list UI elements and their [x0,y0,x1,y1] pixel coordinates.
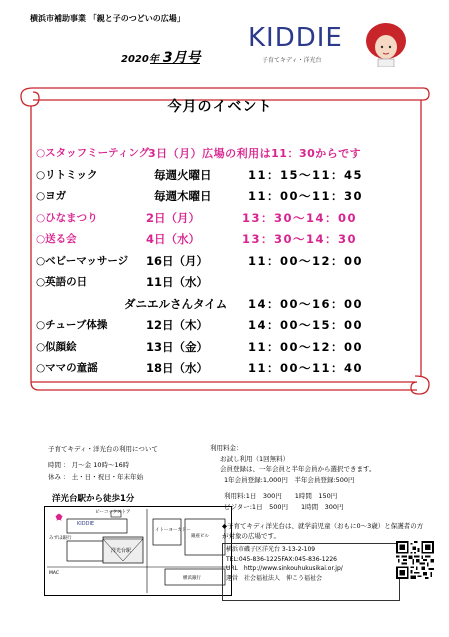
issue-year: 2020年 [121,54,159,65]
event-time: 11：00〜12：00 [248,339,364,354]
event-time: 11：00〜12：00 [248,253,364,268]
scroll-frame [17,84,432,399]
fee-heading: 利用料金： [210,444,243,452]
event-date: 16日（月） [146,253,209,268]
event-date: ダニエルさんタイム [124,296,228,311]
event-time: 3日（月）広場の利用は11：30からです [148,147,362,160]
closed-days: 休み ： 土・日・祝日・年末年始 [48,473,144,481]
contact-url[interactable]: URL http://www.sinkouhukusikai.or.jp/ [226,565,343,572]
event-name: ○ママの童謡 [36,362,98,374]
contact-address: 横浜市磯子区洋光台 3-13-2-109 [226,546,316,553]
event-time: 11：15〜11：45 [248,167,364,182]
member-text: 会員登録は、一年会員と半年会員から選択できます。 [220,465,376,473]
map-label-itoyokado: イトーヨーカドー [155,528,191,533]
girl-face-icon [362,19,410,67]
event-time: 11：00〜11：30 [248,189,364,203]
qr-code-icon [396,541,434,579]
contact-operator: 運営 社会福祉法人 伸こう福祉会 [226,574,323,582]
event-time: 11：00〜11：40 [248,361,364,375]
usage-fee-text: 利用料:1日 300円 1時間 150円 [224,492,338,500]
event-time: 14：00〜16：00 [248,296,364,311]
event-time: 14：00〜15：00 [248,318,364,332]
visitor-fee-text: ビジター:1日 500円 1時間 300円 [224,502,344,511]
event-date: 13日（金） [146,339,209,354]
event-name: ○チューブ体操 [36,319,108,331]
event-name: ○英語の日 [36,276,88,288]
page-title: 今月のイベント [167,99,273,115]
event-time: 13：30〜14：00 [242,210,358,225]
map-label-mac: MAC [49,571,60,576]
event-name: ○スタッフミーティング [36,147,150,159]
map-title: 洋光台駅から徒歩1分 [52,494,135,504]
event-name: ○ヨガ [36,190,67,202]
event-date: 18日（水） [146,361,209,375]
issue-label [121,47,201,67]
issue-month: 3月号 [162,50,201,66]
contact-phone: TEL:045-836-1225FAX:045-836-1226 [226,555,337,563]
map-drawing [45,507,231,595]
event-date: 毎週火曜日 [154,167,212,182]
header-text: 横浜市補助事業 「親と子のつどいの広場」 [30,14,185,23]
target-note: ◆子育てキディ洋光台は、就学前児童（おもに0〜3歳）と保護者の方が対象の広場です。 [222,522,424,540]
event-name: ○ベビーマッサージ [36,254,129,267]
event-name: ○リトミック [36,168,98,181]
event-time: 13：30〜14：30 [242,232,358,246]
contact-box [222,543,400,601]
event-date: 2日（月） [146,210,201,225]
map-label-ginza: 銀座ビル [191,534,209,539]
event-date: 4日（水） [146,232,201,246]
map-label-mizuho: みずほ銀行 [49,536,72,541]
logo-subtitle: 子育てキディ・洋光台 [262,57,322,64]
issue-underline [150,63,200,64]
event-date: 毎週木曜日 [154,189,212,203]
map-label-station: 洋光台駅 [111,548,132,554]
member-fee-text: 1年会員登録:1,000円 半年会員登録:500円 [224,475,355,484]
logo-text: KIDDIE [248,23,343,53]
usage-heading: 子育てキディ・洋光台の利用について [48,445,158,453]
event-name: ○送る会 [36,233,77,245]
access-map [44,506,232,596]
map-label-peacock: ピーコックストア [95,510,131,515]
opening-hours: 時間 ： 月〜金 10時〜16時 [48,461,130,469]
fee-info [210,443,375,512]
trial-text: お試し利用（1回無料） [220,454,290,463]
event-name: ○ひなまつり [36,211,98,224]
event-date: 12日（木） [146,318,209,332]
kiddie-logo [244,17,414,69]
event-name: ○似顔絵 [36,340,77,353]
map-label-yokohama-bank: 横浜銀行 [183,576,201,581]
event-date: 11日（水） [146,275,209,289]
map-label-kiddie: KIDDIE [77,521,95,527]
usage-info [48,443,158,483]
